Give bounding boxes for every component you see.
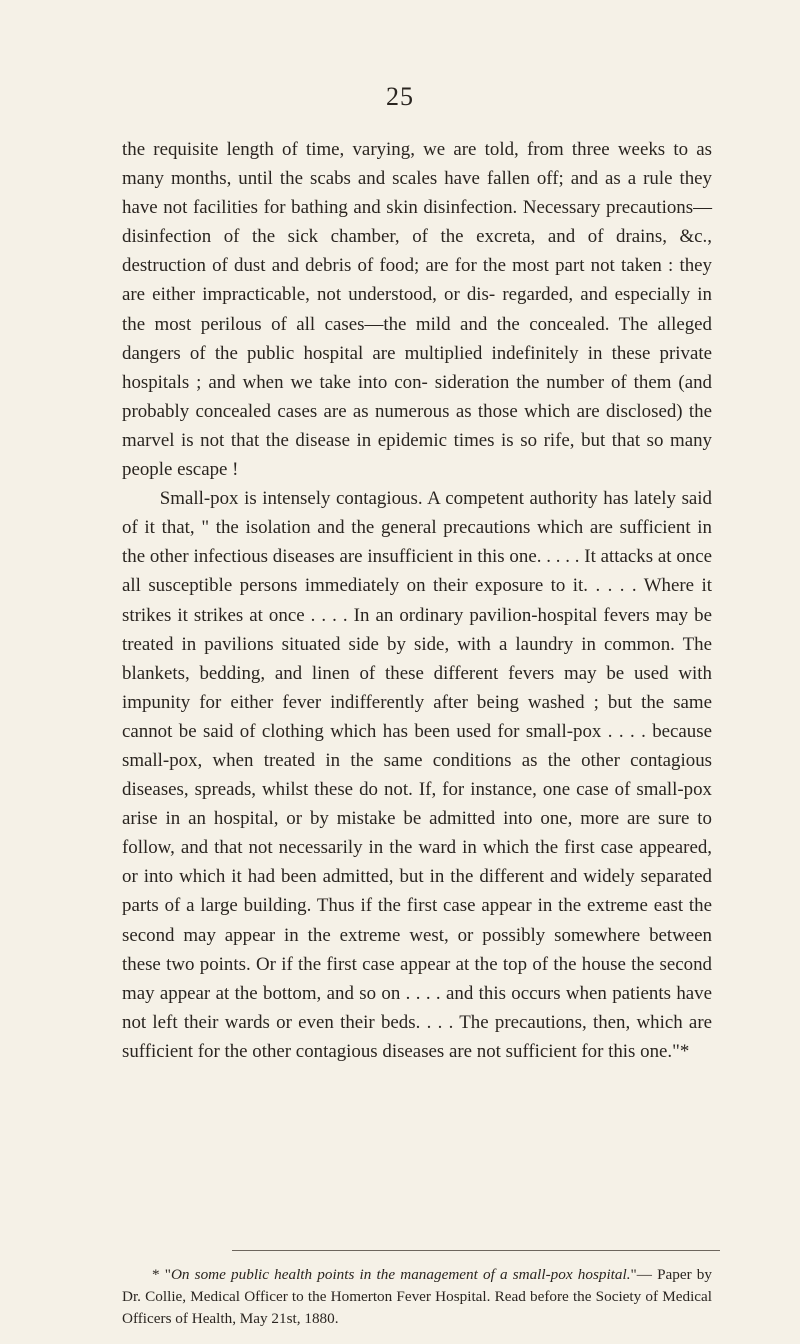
footnote-title: On some public health points in the management of a small-pox hospital. — [170, 1266, 631, 1283]
paragraph-small-pox: Small-pox is intensely contagious. A competent authority has lately said of it that, " the isolation and the general precautions which are sufficient in the other infectious diseases are insufficient in this one. . . . . It attacks at once all susceptible persons immediately on their exposure to it. . . . . Where it strikes it strikes at once . . . . In an ordinary pavilion-hospital fevers may be treated in pavilions situated side by side, with a laundry in common. The blankets, bedding, and linen of these different fevers may be used with impunity for either fever indifferently after being washed ; but the same cannot be said of clothing which has been used for small-pox . . . . because small-pox, when treated in the same conditions as the other contagious diseases, spreads, whilst these do not. If, for instance, one case of small-pox arise in an hospital, or by mistake be admitted into one, more are sure to follow, and that not necessarily in the ward in which the first case appeared, or into which it had been admitted, but in the different and widely separated parts of a large building. Thus if the first case appear in the extreme east the second may appear in the extreme west, or possibly somewhere between these two points. Or if the first case appear at the top of the house the second may appear at the bottom, and so on . . . . and this occurs when patients have not left their wards or even their beds. . . . The precautions, then, which are sufficient for the other contagious diseases are not sufficient for this one."* — [122, 488, 712, 1062]
paragraph-continuation: the requisite length of time, varying, we are told, from three weeks to as many months, until the scabs and scales have fallen off; and as a rule they have not facilities for bathing and skin disinfection. Necessary precautions—disinfection of the sick chamber, of the excreta, and of drains, &c., destruction of dust and debris of food; are for the most part not taken : they are either impracticable, not understood, or dis- regarded, and especially in the most perilous of all cases—the mild and the concealed. The alleged dangers of the public hospital are multiplied indefinitely in these private hospitals ; and when we take into con- sideration the number of them (and probably concealed cases are as numerous as those which are disclosed) the marvel is not that the disease in epidemic times is so rife, but that so many people escape ! — [122, 139, 712, 481]
footnote — [122, 1264, 712, 1330]
footnote-title-close: "— — [630, 1266, 652, 1283]
footnote-text: Paper by Dr. Collie, Medical Officer to the Homerton Fever Hospital. Read before the Society of Medical Officers of Health, May 21st, 1880. — [122, 1266, 712, 1327]
footnote-divider — [232, 1250, 720, 1251]
body-text — [122, 135, 712, 1066]
footnote-marker: * " — [152, 1266, 171, 1283]
page-number: 25 — [386, 82, 414, 111]
